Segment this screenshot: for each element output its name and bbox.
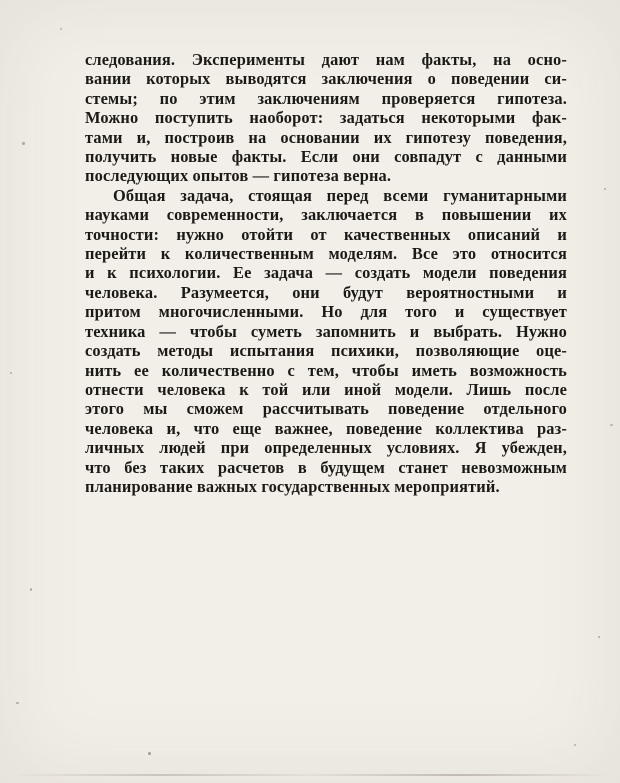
text-line: что без таких расчетов в будущем станет невозможным	[85, 457, 567, 477]
text-line: точности: нужно отойти от качественных описаний и	[85, 224, 567, 244]
text-line: притом многочисленными. Но для того и существует	[85, 302, 567, 322]
text-line: Можно поступить наоборот: задаться некоторыми фак-	[85, 108, 567, 128]
text-line: личных людей при определенных условиях. Я убежден,	[85, 438, 567, 458]
scan-speck	[10, 372, 12, 374]
scan-speck	[16, 702, 19, 704]
text-line: Общая задача, стоящая перед всеми гуманитарными	[113, 185, 567, 205]
text-line: техника — чтобы суметь запомнить и выбрать. Нужно	[85, 321, 567, 341]
scan-speck	[610, 424, 613, 426]
text-line: вании которых выводятся заключения о поведении си-	[85, 69, 567, 89]
text-line: и к психологии. Ее задача — создать модели поведения	[85, 263, 567, 283]
scan-speck	[574, 744, 576, 746]
paragraph-1	[85, 50, 567, 186]
text-line: планирование важных государственных мероприятий.	[85, 476, 500, 496]
text-line: последующих опытов — гипотеза верна.	[85, 166, 392, 186]
text-line: человека и, что еще важнее, поведение коллектива раз-	[85, 418, 567, 438]
scan-speck	[30, 588, 32, 591]
text-line: человека. Разумеется, они будут вероятностными и	[85, 282, 567, 302]
text-line: нить ее количественно с тем, чтобы иметь возможность	[85, 360, 567, 380]
scan-edge	[10, 774, 610, 776]
text-line: следования. Эксперименты дают нам факты, на осно-	[85, 50, 567, 69]
text-line: создать методы испытания психики, позволяющие оце-	[85, 341, 567, 361]
paragraph-2	[85, 186, 567, 497]
scan-speck	[60, 28, 62, 30]
text-line: этого мы сможем рассчитывать поведение отдельного	[85, 399, 567, 419]
body-text	[85, 50, 567, 496]
scan-speck	[598, 636, 600, 638]
text-line: стемы; по этим заключениям проверяется гипотеза.	[85, 88, 567, 108]
scan-speck	[22, 142, 25, 145]
text-line: получить новые факты. Если они совпадут с данными	[85, 147, 567, 167]
scan-speck	[604, 188, 606, 190]
scan-speck	[148, 752, 151, 755]
text-line: науками современности, заключается в повышении их	[85, 205, 567, 225]
text-line: отнести человека к той или иной модели. Лишь после	[85, 379, 567, 399]
text-line: тами и, построив на основании их гипотезу поведения,	[85, 127, 567, 147]
text-line: перейти к количественным моделям. Все это относится	[85, 244, 567, 264]
